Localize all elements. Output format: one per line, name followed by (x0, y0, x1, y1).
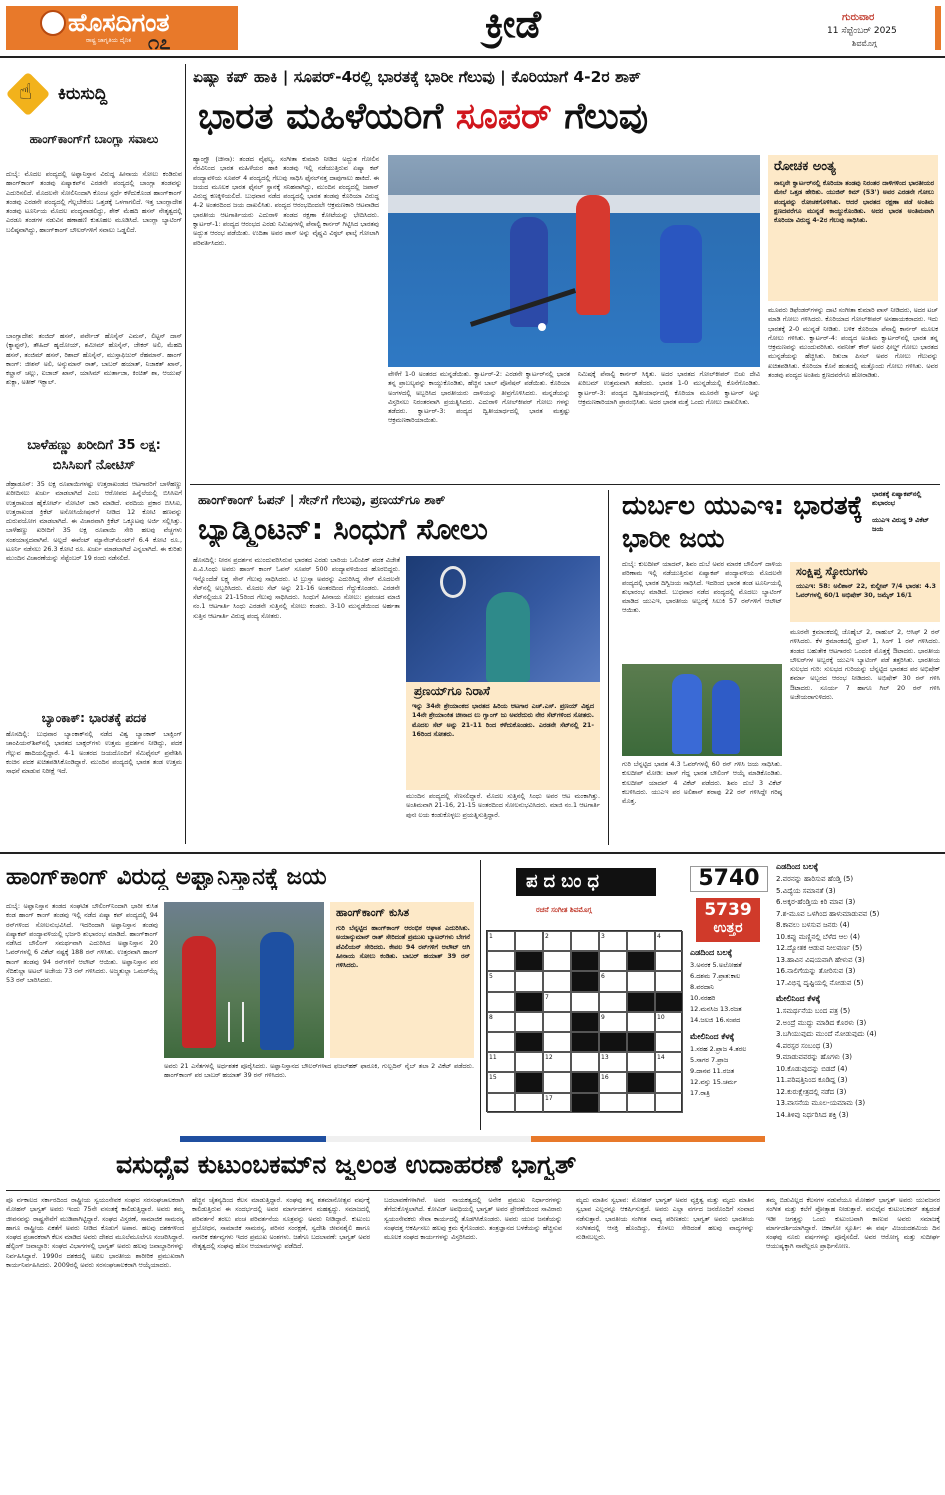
grid-block (515, 1072, 543, 1092)
clue-item: 8.ಕಾವಲು ಬಳಸುವ ಜನರು (4) (776, 921, 850, 929)
clue-item: 2.ವರನನ್ನು ಹಾರಿಸುವ ಹೆಂಡ್ತಿ (5) (776, 875, 854, 883)
lead-kicker: ಏಷ್ಯಾ ಕಪ್ ಹಾಕಿ | ಸೂಪರ್-4ರಲ್ಲಿ ಭಾರತಕ್ಕೆ ಭಾರೀ ಗೆಲುವು | ಕೊರಿಯಾಗೆ 4-2ರ ಶಾಕ್ (193, 68, 641, 86)
afghan-headline: ಹಾಂಗ್‌ಕಾಂಗ್ ವಿರುದ್ಧ ಅಫ್ಘಾನಿಸ್ತಾನಕ್ಕೆ ಜಯ (6, 864, 327, 890)
masthead-rule (0, 56, 945, 58)
lead-sidebar-headline: ರೋಚಕ ಅಂತ್ಯ (774, 159, 836, 174)
grid-cell[interactable] (599, 1012, 627, 1032)
clue-item: 12.ವಸ್ತು 15.ಚರ್ಮ (690, 1078, 737, 1086)
grid-cell[interactable] (599, 1093, 627, 1113)
clue-item: 16.ನಾಲಿಗೆಯನ್ನು ತೋರಿಸುವ (3) (776, 967, 856, 975)
grid-block (571, 1012, 599, 1032)
lead-body-mid: ವೇಳೆಗೆ 1-0 ಅಂತರದ ಮುನ್ನಡೆಯಿತು. ಕ್ವಾರ್ಟರ್-2: ಎರಡನೇ ಕ್ವಾರ್ಟರ್‌ನಲ್ಲಿ ಭಾರತ ತನ್ನ ಪ್ರಾಬಲ್ಯವನ್ನು ಕಾಯ್ದುಕೊಂಡಿತು, ಹೆಚ್ಚಿನ ಬಾಲ್ ಪೊಸೆಷನ್ ಪಡೆಯಿತು. ಕೊರಿಯಾ ಅಂಗಳದಲ್ಲಿ ಅಬ್ಬರಿಸಿದ ಭಾರತೀಯರು ದಾಳಿಯನ್ನು ತೀವ್ರಗೊಳಿಸಿದರು. ಮನ್ನಡೆಯನ್ನು ವಿಸ್ತರಿಸಲು ನಿರಂತರವಾಗಿ ಪ್ರಯತ್ನಿಸಿದರು. ಎದುರಾಳಿ ಗೋಲ್‌ಕೀಪರ್ ಗೋಲು ಗಳನ್ನು ತಡೆದರು. ಕ್ವಾರ್ಟರ್-3: ಪಂದ್ಯದ ದ್ವಿತೀಯಾರ್ಧದಲ್ಲಿ ಭಾರತ ಮತ್ತಷ್ಟು ಆಕ್ರಮಣಕಾರಿಯಾಯಿತು. (388, 370, 570, 425)
clue-item: 7.ಶ-ಮೂವ ಒಳಗಿಂದ ಹಾಳುಮಾಡುವವ (5) (776, 909, 880, 918)
grid-block (571, 951, 599, 971)
grid-cell[interactable] (487, 1032, 515, 1052)
bhagwat-rule (6, 1190, 940, 1191)
clue-item: 8.ವರದಾನಿ (690, 983, 714, 991)
uae-headline: ದುರ್ಬಲ ಯುಎಇ: ಭಾರತಕ್ಕೆ ಭಾರೀ ಜಯ (622, 491, 863, 554)
grid-cell[interactable] (599, 1072, 627, 1092)
clue-item: 12.ಮನಸಿಜ 13.ರಜತ (690, 1005, 742, 1013)
brief-3-body: ಹೊಸದಿಲ್ಲಿ: ಬುಧವಾರ ಬ್ಯಾಂಕಾಕ್‌ನಲ್ಲಿ ನಡೆದ ವಿಶ್ವ ಬ್ಯಾಂಕಾಕ್ ಬಾಕ್ಸಿಂಗ್ ಚಾಂಪಿಯನ್‌ಶಿಪ್‌ನಲ್ಲಿ ಭಾರತದ ಬಾಕ್ಸರ್‌ಗಳು ಉತ್ತಮ ಪ್ರದರ್ಶನ ನೀಡಿದ್ದು, ಪದಕ ಗೆಲ್ಲುವ ಹಾದಿಯಲ್ಲಿದ್ದಾರೆ. 4-1 ಅಂತರದ ಜಯದೊಂದಿಗೆ ಸೆಮಿಫೈನಲ್ ಪ್ರವೇಶಿಸಿ ಕಂಚಿನ ಪದಕ ಖಚಿತಪಡಿಸಿಕೊಂಡಿದ್ದಾರೆ. ಮುಂದಿನ ಪಂದ್ಯದಲ್ಲಿ ಭಾರತ ತಂಡ ಉತ್ತಮ ಸಾಧನೆ ಮಾಡುವ ನಿರೀಕ್ಷೆ ಇದೆ. (6, 730, 182, 776)
bhagwat-col2: ಹೆಚ್ಚಿನ ಚೈತನ್ಯದಿಂದ ಕೆಲಸ ಮಾಡುತ್ತಿದ್ದಾರೆ. ಸಂಘವು ತನ್ನ ಶತಮಾನೋತ್ಸವ ವರ್ಷಕ್ಕೆ ಕಾಲಿಡುತ್ತಿರುವ ಈ ಸಂದರ್ಭದಲ್ಲಿ ಅವರ ಮಾರ್ಗದರ್ಶನ ಮಹತ್ವದ್ದು. ಸಮಾಜದಲ್ಲಿ ಪರಿವರ್ತನೆ ತರಲು ಪಂಚ ಪರಿವರ್ತನೆಯ ಸೂತ್ರವನ್ನು ಅವರು ನೀಡಿದ್ದಾರೆ. ಕುಟುಂಬ ಪ್ರಬೋಧನ, ಸಾಮಾಜಿಕ ಸಾಮರಸ್ಯ, ಪರಿಸರ ಸಂರಕ್ಷಣೆ, ಸ್ವದೇಶಿ ಜೀವನಶೈಲಿ ಹಾಗೂ ನಾಗರಿಕ ಕರ್ತವ್ಯಗಳು ಇದರ ಪ್ರಮುಖ ಅಂಶಗಳು. ಜತೆಗೂ ಬದಲಾವಣೆ: ಭಾಗ್ವತ್ ಅವರ ನೇತೃತ್ವದಲ್ಲಿ ಸಂಘವು ಹೊಸ ಆಯಾಮಗಳನ್ನು ಪಡೆದಿದೆ. (192, 1196, 370, 1251)
grid-cell[interactable] (655, 951, 683, 971)
grid-cell[interactable] (487, 931, 515, 951)
grid-number: 2 (545, 933, 549, 940)
uae-tag-1: ಭಾರತಕ್ಕೆ ಏಷ್ಯಾಕಪ್‌ನಲ್ಲಿ ಶುಭಾರಂಭ (872, 490, 922, 507)
grid-cell[interactable] (487, 1072, 515, 1092)
grid-cell[interactable] (543, 1072, 571, 1092)
grid-number: 16 (601, 1074, 609, 1082)
grid-cell[interactable] (543, 1012, 571, 1032)
bhagwat-headline: ವಸುಧೈವ ಕುಟುಂಬಕಮ್‌ನ ಜ್ವಲಂತ ಉದಾಹರಣೆ ಭಾಗ್ವತ್ (116, 1150, 577, 1179)
masthead-day: ಗುರುವಾರ (842, 12, 875, 23)
grid-cell[interactable] (599, 951, 627, 971)
pranoy-box-headline: ಪ್ರಣಯ್‌ಗೂ ನಿರಾಸೆ (414, 684, 490, 698)
upper-bottom-rule (0, 852, 945, 854)
badminton-divider (608, 490, 609, 845)
lead-headline-b: ಸೂಪರ್ (455, 96, 552, 137)
lead-headline-c: ಗೆಲುವು (564, 96, 649, 137)
kirusuddi-column (6, 64, 182, 844)
grid-cell[interactable] (543, 971, 571, 991)
grid-block (627, 992, 655, 1012)
bhagwat-col1: ಪೂ ರ್ವಕಾಲದ ಸರ್ಕಾರದಿಂದ ರಾಷ್ಟ್ರೀಯ ಸ್ವಯಂಸೇವಕ ಸಂಘದ ಸರಸಂಘಚಾಲಕರಾಗಿ ಮೋಹನ್ ಭಾಗ್ವತ್ ಅವರು ಇಂದು 75ನೇ ವಸಂತಕ್ಕೆ ಕಾಲಿಡುತ್ತಿದ್ದಾರೆ. ಅವರು ತಮ್ಮ ಜೀವನವನ್ನು ರಾಷ್ಟ್ರಸೇವೆಗೆ ಮುಡಿಪಾಗಿಟ್ಟಿದ್ದಾರೆ. ಸಂಘದ ವಿಸ್ತರಣೆ, ಸಾಮಾಜಿಕ ಸಾಮರಸ್ಯ ಹಾಗೂ ರಾಷ್ಟ್ರೀಯ ಏಕತೆಗೆ ಅವರು ನೀಡಿದ ಕೊಡುಗೆ ಅಪಾರ. ಹಲವು ದಶಕಗಳಿಂದ ಸಂಘದ ಪ್ರಚಾರಕರಾಗಿ ಕೆಲಸ ಮಾಡಿದ ಅವರು ದೇಶದ ಮೂಲೆಮೂಲೆಗೂ ಸಂಚರಿಸಿದ್ದಾರೆ. ಹೆಲ್ಪಿಂಗ್ ಜವಾಬ್ದಾರಿ: ಸಂಘದ ವಿಭಾಗಗಳಲ್ಲಿ ಭಾಗ್ವತ್ ಅವರು ಹಲವು ಜವಾಬ್ದಾರಿಗಳನ್ನು ನಿರ್ವಹಿಸಿದ್ದಾರೆ. 1990ರ ದಶಕದಲ್ಲಿ ಅಖಿಲ ಭಾರತೀಯ ಶಾರೀರಿಕ ಪ್ರಮುಖರಾಗಿ ಕಾರ್ಯನಿರ್ವಹಿಸಿದರು. 2009ರಲ್ಲಿ ಅವರು ಸರಸಂಘಚಾಲಕರಾಗಿ ಆಯ್ಕೆಯಾದರು. (6, 1196, 184, 1270)
brief-2-body: ಡೆಹ್ರಾಡೂನ್: 35 ಲಕ್ಷ ರೂಪಾಯಿಗಳಷ್ಟು ಉತ್ತರಾಖಂಡದ ಆಟಗಾರರಿಗೆ ಬಾಳೆಹಣ್ಣು ಖರೀದಿಸಲು ಖರ್ಚು ಮಾಡಲಾಗಿದೆ ಎಂಬ ಆರೋಪದ ಹಿನ್ನೆಲೆಯಲ್ಲಿ ಬಿಸಿಸಿಐಗೆ ಉತ್ತರಾಖಂಡ ಹೈಕೋರ್ಟ್ ನೋಟಿಸ್ ಜಾರಿ ಮಾಡಿದೆ. ವರದಿಯ ಪ್ರಕಾರ ಬಿಸಿಸಿಐ, ಉತ್ತರಾಖಂಡ ಕ್ರಿಕೆಟ್ ಅಸೋಸಿಯೇಷನ್‌ಗೆ ನೀಡಿದ 12 ಕೋಟಿ ಹಣವನ್ನು ದುರುಪಯೋಗ ಮಾಡಲಾಗಿದೆ. ಈ ವಿಚಾರವಾಗಿ ಕ್ರಿಕೆಟ್ ಒಕ್ಕೂಟವು ಅರ್ಜಿ ಸಲ್ಲಿಸಿತ್ತು. ಬಾಳೆಹಣ್ಣು ಖರೀದಿಗೆ 35 ಲಕ್ಷ ರೂಪಾಯಿ ಸೇರಿ ಹಲವು ವೆಚ್ಚಗಳು ಸಂಶಯಾಸ್ಪದವಾಗಿವೆ. ಅಲ್ಲದೆ ಈವೆಂಟ್ ಮ್ಯಾನೇಜ್‌ಮೆಂಟ್‌ಗೆ 6.4 ಕೋಟಿ ರೂ., ಟೂರ್ನಿ ನಡೆಸಲು 26.3 ಕೋಟಿ ರೂ. ಖರ್ಚು ಮಾಡಲಾಗಿದೆ ಎನ್ನಲಾಗಿದೆ. ಈ ಕುರಿತು ಮುಂದಿನ ವಿಚಾರಣೆಯನ್ನು ಸೆಪ್ಟೆಂಬರ್ 19 ರಂದು ನಡೆಸಲಿದೆ. (6, 480, 182, 563)
uae-body-right: ಮೂರನೇ ಕ್ರಮಾಂಕದಲ್ಲಿ ಜೊಹೈಬ್ 2, ರಾಹುಲ್ 2, ಆಸಿಫ್ 2 ರನ್ ಗಳಿಸಿದರು. ಕೆಳ ಕ್ರಮಾಂಕದಲ್ಲಿ ಧ್ರುವ್ 1, ಸಿಂಗ್ 1 ರನ್ ಗಳಿಸಿದರು. ತಂಡದ ಬಹುತೇಕ ಆಟಗಾರರು ಒಂದಂಕಿ ಮೊತ್ತಕ್ಕೆ ಔಟಾದರು. ಭಾರತೀಯ ಬೌಲರ್‌ಗಳ ಅಬ್ಬರಕ್ಕೆ ಯುಎಇ ಬ್ಯಾಟಿಂಗ್ ಪಡೆ ತತ್ತರಿಸಿತು. ಭಾರತೀಯ ಸುಲಭದ ಗುರಿ: ಸುಲಭದ ಗುರಿಯನ್ನು ಬೆನ್ನಟ್ಟಿದ ಭಾರತದ ಪರ ಅಭಿಷೇಕ್ ಶರ್ಮಾ ಅಬ್ಬರದ ಆರಂಭ ನೀಡಿದರು. ಅಭಿಷೇಕ್ 30 ರನ್ ಗಳಿಸಿ ಔಟಾದರು. ಸೂರ್ಯ 7 ಹಾಗೂ ಗಿಲ್ 20 ರನ್ ಗಳಿಸಿ ಅಜೇಯರಾಗುಳಿದರು. (790, 628, 940, 702)
grid-cell[interactable] (655, 1072, 683, 1092)
uae-tags (872, 490, 940, 534)
grid-cell[interactable] (627, 931, 655, 951)
grid-cell[interactable] (599, 971, 627, 991)
clue-item: 14.ತಿಳಿವು ನಿರ್ಧರಿಸಿದ ಶಕ್ತಿ (3) (776, 1110, 849, 1119)
grid-number: 7 (545, 993, 549, 1001)
clues-down-list (776, 1006, 940, 1121)
clue-item: 10.ನರಹರಿ (690, 994, 716, 1002)
grid-block (515, 951, 543, 971)
grid-cell[interactable] (515, 971, 543, 991)
clue-item: 5.ಸಾಗರ 7.ಪ್ರಾಜ (690, 1056, 729, 1064)
crossword-grid[interactable] (486, 930, 682, 1112)
afghan-body-right: ಅವರು 21 ಎಸೆತಗಳಲ್ಲಿ ಅರ್ಧಶತಕ ಪೂರೈಸಿದರು. ಅಫ್ಘಾನಿಸ್ತಾನದ ಬೌಲರ್‌ಗಳಾದ ಫಜಲ್‌ಹಕ್ ಫಾರೂಕಿ, ಗುಲ್ಬದಿನ್ ನೈಬ್ ತಲಾ 2 ವಿಕೆಟ್ ಪಡೆದರು. ಹಾಂಗ್‌ಕಾಂಗ್ ಪರ ಬಾಬರ್ ಹಯಾತ್ 39 ರನ್ ಗಳಿಸಿದರು. (164, 1062, 474, 1080)
grid-cell[interactable] (655, 1052, 683, 1072)
page-number: ೧೭ (148, 30, 171, 54)
bhagwat-col4: ಮೃದು ಮಾತಿನ ಸ್ವಭಾವ: ಮೋಹನ್ ಭಾಗ್ವತ್ ಅವರ ವ್ಯಕ್ತಿತ್ವ ಮತ್ತು ಮೃದು ಮಾತಿನ ಸ್ವಭಾವ ಎಲ್ಲರನ್ನೂ ಆಕರ್ಷಿಸುತ್ತದೆ. ಅವರು ಎಲ್ಲಾ ವರ್ಗದ ಜನರೊಂದಿಗೆ ಸಂವಾದ ನಡೆಸುತ್ತಾರೆ. ಭಾರತೀಯ ಸಂಗೀತ ವಾದ್ಯ ಪರಿಣತರು: ಭಾಗ್ವತ್ ಅವರು ಭಾರತೀಯ ಸಂಗೀತದಲ್ಲಿ ಆಸಕ್ತಿ ಹೊಂದಿದ್ದು, ಕೊಳಲು ಸೇರಿದಂತೆ ಹಲವು ವಾದ್ಯಗಳನ್ನು ನುಡಿಸಬಲ್ಲರು. (576, 1196, 754, 1242)
answer-across-list (690, 960, 772, 1026)
clue-item: 13.ಹಾವಿನ ವಿಷಯವಾಗಿ ಹೇಳುವ (3) (776, 955, 865, 964)
grid-cell[interactable] (543, 1052, 571, 1072)
clue-item: 12.ಕುರುಕ್ಷೇತ್ರದಲ್ಲಿ ನಡೆದ (3) (776, 1087, 847, 1096)
afghan-divider (480, 860, 481, 1130)
clue-item: 14.ಜಲಜಿ 16.ಸಂಪದ (690, 1016, 741, 1024)
batter-blue (260, 932, 294, 1050)
badminton-body-left: ಹೊಸದಿಲ್ಲಿ: ನೀರಸ ಪ್ರದರ್ಶನ ಮುಂದುವರಿಸಿರುವ ಭಾರತದ ಎರಡು ಬಾರಿಯ ಒಲಿಂಪಿಕ್ ಪದಕ ವಿಜೇತೆ ಪಿ.ವಿ.ಸಿಂಧು ಅವರು ಹಾಂಗ್ ಕಾಂಗ್ ಓಪನ್ ಸೂಪರ್ 500 ಪಂದ್ಯಾವಳಿಯಿಂದ ಹೊರಬಿದ್ದರು. ಇನ್ನೊಂದೆಡೆ ಲಕ್ಷ್ಯ ಸೇನ್ ಗೆಲುವು ಸಾಧಿಸಿದರು. ಟಿ ಬ್ರುಸ್ಸಾ ಅವರನ್ನು ಎದುರಿಸಿದ್ದ ಸೇನ್ ಮೊದಲನೇ ಸೆಟ್‌ನಲ್ಲಿ ಅಬ್ಬರಿಸಿದರು. ಮೊದಲ ಸೆಟ್ ಅನ್ನು 21-16 ಅಂತರದಿಂದ ಗೆದ್ದುಕೊಂಡರು. ಎರಡನೇ ಸೆಟ್‌ನಲ್ಲಿಯೂ 21-15ರಿಂದ ಗೆಲುವು ಸಾಧಿಸಿದರು. ಸಿಂಧುಗೆ ಹೀನಾಯ ಸೋಲು: ಪ್ರಪಂಚದ ಮಾಜಿ ನಂ.1 ಆಟಗಾರ್ತಿ ಸಿಂಧು ಎರಡನೇ ಸುತ್ತಿನಲ್ಲಿ ಸೋಲು ಕಂಡರು. 3-10 ಮುನ್ನಡೆಯಿಂದ ಅರ್ಹತಾ ಸುತ್ತಿನ ಆಟಗಾರ್ತಿ ವಿರುದ್ಧ ಪಂದ್ಯ ಸೋತರು. (193, 556, 400, 620)
grid-cell[interactable] (515, 1052, 543, 1072)
hockey-ball (538, 323, 546, 331)
grid-cell[interactable] (571, 992, 599, 1012)
grid-number: 6 (601, 973, 605, 981)
grid-number: 10 (657, 1013, 665, 1021)
lead-sidebar-body: ನಾಲ್ಕನೇ ಕ್ವಾರ್ಟರ್‌ನಲ್ಲಿ ಕೊರಿಯಾ ತಂಡವು ನಿರಂತರ ದಾಳಿಗಳಿಂದ ಭಾರತೀಯರ ಮೇಲೆ ಒತ್ತಡ ಹೇರಿತು. ಯುಜಿನ್ ಕಿಮ್ (53') ಅವರ ಎರಡನೇ ಗೋಲು ಪಂದ್ಯವನ್ನು ರೋಚಕಗೊಳಿಸಿತು. ಆದರೆ ಭಾರತದ ರಕ್ಷಣಾ ಪಡೆ ಅಂತಿಮ ಕ್ಷಣದವರೆಗೂ ಮುನ್ನಡೆ ಕಾಯ್ದುಕೊಂಡಿತು. ಅದರ ಭಾರತ ಅಂತಿಮವಾಗಿ ಕೊರಿಯಾ ವಿರುದ್ಧ 4-2ರ ಗೆಲುವು ಸಾಧಿಸಿತು. (774, 179, 934, 225)
hk-box-body: ಗುರಿ ಬೆನ್ನಟ್ಟಿದ ಹಾಂಗ್‌ಕಾಂಗ್ ಆರಂಭಿಕ ಆಘಾತ ಎದುರಿಸಿತು. ಅಯಾನ್ಶುಮಾನ್ ರಾತ್ ಸೇರಿದಂತೆ ಪ್ರಮುಖ ಬ್ಯಾಟರ್‌ಗಳು ಬೇಗನೆ ಪೆವಿಲಿಯನ್ ಸೇರಿದರು. ಕೇವಲ 94 ರನ್‌ಗಳಿಗೆ ಆಲೌಟ್ ಆಗಿ ಹೀನಾಯ ಸೋಲು ಕಂಡಿತು. ಬಾಬರ್ ಹಯಾತ್ 39 ರನ್ ಗಳಿಸಿದರು. (336, 924, 470, 970)
clue-item: 9.ಮಾಡುವವರನ್ನು ಹೊಗಳು (3) (776, 1053, 853, 1061)
grid-cell[interactable] (571, 1052, 599, 1072)
clue-item: 12.ದ್ಯೋತಕ ಆಡುವ ನೀಲವರ್ಣ (5) (776, 944, 863, 952)
grid-block (515, 1032, 543, 1052)
uae-body-left: ದುಬೈ: ಕುಲದೀಪ್ ಯಾದವ್, ಶಿವಂ ದುಬೆ ಅವರ ಮಾರಕ ಬೌಲಿಂಗ್ ದಾಳಿಯ ಪರಿಣಾಮ ಇಲ್ಲಿ ನಡೆಯುತ್ತಿರುವ ಏಷ್ಯಾಕಪ್ ಪಂದ್ಯಾವಳಿಯ ಮೊದಲನೇ ಪಂದ್ಯದಲ್ಲಿ ಭಾರತ ದಿಗ್ವಿಜಯ ಸಾಧಿಸಿದೆ. ಇದರಿಂದ ಭಾರತ ತಂಡ ಟೂರ್ನಿಯಲ್ಲಿ ಶುಭಾರಂಭ ಮಾಡಿದೆ. ಬುಧವಾರ ನಡೆದ ಪಂದ್ಯದಲ್ಲಿ ಮೊದಲು ಬ್ಯಾಟಿಂಗ್ ಮಾಡಿದ ಯುಎಇ, ಭಾರತೀಯ ಅಬ್ಬರಕ್ಕೆ ಸಿಲುಕಿ 57 ರನ್‌ಗಳಿಗೆ ಆಲೌಟ್ ಆಯಿತು. (622, 560, 782, 615)
grid-number: 17 (545, 1094, 553, 1102)
grid-block (627, 951, 655, 971)
crossword-byline: ರಚನೆ ಸಂಗೀತ ಶಿವಮೊಗ್ಗ (536, 906, 592, 914)
afghan-body: ದುಬೈ: ಅಫ್ಘಾನಿಸ್ತಾನ ತಂಡದ ಸಂಘಟಿತ ಬೌಲಿಂಗ್‌ನಿಂದಾಗಿ ಭಾರೀ ಕುಸಿತ ಕಂಡ ಹಾಂಗ್ ಕಾಂಗ್ ತಂಡವು ಇಲ್ಲಿ ನಡೆದ ಏಷ್ಯಾ ಕಪ್ ಪಂದ್ಯದಲ್ಲಿ 94 ರನ್‌ಗಳಿಂದ ಸೋಲನುಭವಿಸಿದೆ. ಇದರಿಂದಾಗಿ ಅಫ್ಘಾನಿಸ್ತಾನ ತಂಡವು ಏಷ್ಯಾಕಪ್ ಪಂದ್ಯಾವಳಿಯಲ್ಲಿ ಭರ್ಜರಿ ಶುಭಾರಂಭ ಮಾಡಿದೆ. ಹಾಂಗ್‌ಕಾಂಗ್ ನಡೆಸಿದ ಬೌಲಿಂಗ್ ಸಮರ್ಥವಾಗಿ ಎದುರಿಸಿದ ಅಫ್ಘಾನಿಸ್ತಾನ 20 ಓವರ್‌ಗಳಲ್ಲಿ 6 ವಿಕೆಟ್ ನಷ್ಟಕ್ಕೆ 188 ರನ್ ಗಳಿಸಿತು. ಉತ್ತರವಾಗಿ ಹಾಂಗ್ ಕಾಂಗ್ ತಂಡವು 94 ರನ್‌ಗಳಿಗೆ ಆಲೌಟ್ ಆಯಿತು. ಅಫ್ಘಾನಿಸ್ತಾನ ಪರ ಸೆದಿಕುಲ್ಲಾ ಅಟಲ್ ಅಜೇಯ 73 ರನ್ ಗಳಿಸಿದರು. ಅಜ್ಮತುಲ್ಲಾ ಒಮರ್‌ಝೈ 53 ರನ್ ಬಾರಿಸಿದರು. (6, 902, 158, 985)
grid-number: 1 (489, 933, 493, 940)
hockey-stand (388, 195, 760, 213)
grid-number: 5 (489, 973, 493, 981)
grid-block (571, 1072, 599, 1092)
grid-cell[interactable] (487, 1052, 515, 1072)
uae-body-left2: ಗುರಿ ಬೆನ್ನಟ್ಟಿದ ಭಾರತ 4.3 ಓವರ್‌ಗಳಲ್ಲಿ 60 ರನ್ ಗಳಿಸಿ ಜಯ ಸಾಧಿಸಿತು. ಕುಲದೀಪ್ ಮೋಡಿ: ಟಾಸ್ ಗೆದ್ದ ಭಾರತ ಬೌಲಿಂಗ್ ಆಯ್ಕೆ ಮಾಡಿಕೊಂಡಿತು. ಕುಲದೀಪ್ ಯಾದವ್ 4 ವಿಕೆಟ್ ಪಡೆದರು. ಶಿವಂ ದುಬೆ 3 ವಿಕೆಟ್ ಕಬಳಿಸಿದರು. ಯುಎಇ ಪರ ಅಲಿಶಾನ್ ಶರಾಫು 22 ರನ್ ಗಳಿಸಿದ್ದೇ ಗರಿಷ್ಠ ಮೊತ್ತ. (622, 760, 782, 806)
grid-number: 3 (601, 933, 605, 940)
brief-1-headline: ಹಾಂಗ್‌ಕಾಂಗ್‌ಗೆ ಬಾಂಗ್ಲಾ ಸವಾಲು (29, 132, 159, 146)
masthead-edge-bar (935, 6, 941, 50)
grid-cell[interactable] (487, 951, 515, 971)
clue-item: 2.ಅಂದ್ರೆ ಮುದ್ದು ಮಾಡಿದ ಕೊರಳು (3) (776, 1018, 867, 1027)
grid-cell[interactable] (543, 1093, 571, 1113)
crossword-title (516, 868, 656, 896)
shuttle-player (486, 592, 530, 682)
logo-emblem (40, 10, 66, 36)
masthead (0, 0, 945, 56)
badminton-body-right: ಮುಂದಿನ ಪಂದ್ಯದಲ್ಲಿ ಸೆಣಸಲಿದ್ದಾರೆ. ಮೊದಲ ಸುತ್ತಿನಲ್ಲಿ ಸಿಂಧು ಅವರ ಆಟ ಮಂಕಾಗಿತ್ತು. ಅಂತಿಮವಾಗಿ 21-16, 21-15 ಅಂತರದಿಂದ ಸೋಲನುಭವಿಸಿದರು. ಮಾಜಿ ನಂ.1 ಆಟಗಾರ್ತಿ ಪುನಃ ಲಯ ಕಂಡುಕೊಳ್ಳಲು ಪ್ರಯತ್ನಿಸುತ್ತಿದ್ದಾರೆ. (406, 792, 600, 819)
uae-scorebox (790, 562, 940, 622)
hk-collapse-box (330, 902, 474, 1058)
lead-headline (198, 96, 938, 138)
answer-down-head: ಮೇಲಿನಿಂದ ಕೆಳಕ್ಕೆ (690, 1032, 735, 1041)
bhagwat-col3: ಬದಲಾವಣೆಗಳಾಗಿವೆ. ಅವರ ನಾಯಕತ್ವದಲ್ಲಿ ಅನೇಕ ಪ್ರಮುಖ ನಿರ್ಧಾರಗಳನ್ನು ತೆಗೆದುಕೊಳ್ಳಲಾಗಿದೆ. ಕೋವಿಡ್ ಅವಧಿಯಲ್ಲಿ ಭಾಗ್ವತ್ ಅವರ ಪ್ರೇರಣೆಯಿಂದ ಸಾವಿರಾರು ಸ್ವಯಂಸೇವಕರು ಸೇವಾ ಕಾರ್ಯದಲ್ಲಿ ತೊಡಗಿಸಿಕೊಂಡರು. ಅವರು ಯುವ ಜನತೆಯನ್ನು ಸಂಘದತ್ತ ಆಕರ್ಷಿಸಲು ಹಲವು ಕ್ರಮ ಕೈಗೊಂಡರು. ತಂತ್ರಜ್ಞಾನದ ಬಳಕೆಯನ್ನು ಹೆಚ್ಚಿಸುವ ಮೂಲಕ ಸಂಘದ ಕಾರ್ಯಗಳನ್ನು ವಿಸ್ತರಿಸಿದರು. (384, 1196, 562, 1242)
grid-cell[interactable] (655, 1032, 683, 1052)
grid-number: 8 (489, 1013, 493, 1021)
player-blue-2 (660, 225, 702, 343)
clues-down-head: ಮೇಲಿನಿಂದ ಕೆಳಕ್ಕೆ (776, 994, 821, 1003)
grid-block (627, 1072, 655, 1092)
grid-number: 13 (601, 1054, 609, 1062)
grid-cell[interactable] (655, 971, 683, 991)
grid-cell[interactable] (515, 931, 543, 951)
masthead-date: 11 ಸೆಪ್ಟೆಂಬರ್ 2025 (827, 26, 897, 36)
stumps (228, 1002, 244, 1042)
brief-3-headline: ಬ್ಯಾಂಕಾಕ್: ಭಾರತಕ್ಕೆ ಪದಕ (41, 711, 147, 725)
brief-1-teams: ಬಾಂಗ್ಲಾದೇಶ: ತಂಜಿದ್ ಹಸನ್, ಪರ್ವೇಜ್ ಹೊಸೈನ್ ಎಮನ್, ಲಿಟ್ಟನ್ ದಾಸ್ (ಕ್ಯಾಪ್ಟನ್), ತೌಹಿದ್ ಹೃದೋಯ್, ಶಮೀಮ್ ಹೊಸೈನ್, ಜೇಕರ್ ಅಲಿ, ಮೆಹದಿ ಹಸನ್, ತಂಜಿಮ್ ಹಸನ್, ರಿಶಾದ್ ಹೊಸೈನ್, ಮುಸ್ತಾಫಿಜುರ್ ರೆಹಮಾನ್. ಹಾಂಗ್ ಕಾಂಗ್: ಜೀಶನ್ ಅಲಿ, ಅನ್ಶುಮಾನ್ ರಾತ್, ಬಾಬರ್ ಹಯಾತ್, ನಿಜಾಕತ್ ಖಾನ್, ಕಲ್ಹಾನ್ ಚಲ್ಲು, ಐಜಾಜ್ ಖಾನ್, ಯಾಸಿಮ್ ಮುರ್ತಾಜಾ, ಕಿಂಚಿತ್ ಶಾ, ಆಯುಷ್ ಶುಕ್ಲಾ, ಅತೀಕ್ ಇಕ್ಬಾಲ್. (6, 332, 182, 387)
cricketer-1 (672, 674, 702, 754)
clue-item: 13.ವಾಸನೆಯ ಮೂಲ-ಯಮಾಮ (3) (776, 1099, 866, 1107)
clue-item: 1.ಸಮರ್ಥನೆಯ ಬಂದ ಪತ್ರ (5) (776, 1007, 851, 1015)
afghan-photo (164, 902, 324, 1058)
kirusuddi-label: ಕಿರುಸುದ್ದಿ (58, 84, 108, 104)
hockey-photo (388, 155, 760, 367)
grid-cell[interactable] (655, 1093, 683, 1113)
lead-sidebar (768, 155, 938, 301)
grid-cell[interactable] (627, 971, 655, 991)
clues-across-head: ಎಡದಿಂದ ಬಲಕ್ಕೆ (776, 862, 819, 871)
uae-tag-2: ಯುಎಇ ವಿರುದ್ಧ 9 ವಿಕೆಟ್ ಜಯ (872, 516, 929, 533)
brief-2-headline: ಬಾಳೆಹಣ್ಣು ಖರೀದಿಗೆ 35 ಲಕ್ಷ: ಬಿಸಿಸಿಐಗೆ ನೋಟಿಸ್ (27, 438, 161, 473)
bhagwat-col5: ತಮ್ಮ ಬಿಡುವಿಲ್ಲದ ಕೆಲಸಗಳ ನಡುವೆಯೂ ಮೋಹನ್ ಭಾಗ್ವತ್ ಅವರು ಯುವಜನರ ಸಂಗೀತ ಮತ್ತು ಕಲೆಗೆ ಪ್ರೋತ್ಸಾಹ ನೀಡುತ್ತಾರೆ. ವಸುಧೈವ ಕುಟುಂಬಕಮ್ ತತ್ವದಂತೆ ಇಡೀ ಜಗತ್ತನ್ನು ಒಂದು ಕುಟುಂಬವಾಗಿ ಕಾಣುವ ಅವರು ಸಮಾಜಕ್ಕೆ ಮಾರ್ಗದರ್ಶಿಯಾಗಿದ್ದಾರೆ. ಚಿಕಾಗೋ ಸ್ಫೂರ್ತಿ: ಈ ವರ್ಷ ವಿಜಯದಶಮಿಯ ದಿನ ಸಂಘವು ನೂರು ವರ್ಷಗಳನ್ನು ಪೂರೈಸಲಿದೆ. ಅವರ ಆರೋಗ್ಯ ಮತ್ತು ಸುದೀರ್ಘ ಆಯುಷ್ಯಕ್ಕಾಗಿ ನಾವೆಲ್ಲರೂ ಪ್ರಾರ್ಥಿಸೋಣ. (766, 1196, 940, 1251)
crossword-title-text: ಪದಬಂಧ (526, 871, 605, 892)
grid-block (515, 992, 543, 1012)
grid-cell[interactable] (543, 951, 571, 971)
grid-number: 4 (657, 933, 661, 940)
logo-block (6, 6, 238, 50)
grid-cell[interactable] (515, 1093, 543, 1113)
player-red (576, 195, 610, 315)
grid-cell[interactable] (487, 992, 515, 1012)
clue-item: 6.ದಶಮ 7.ಪ್ರಾತ:ಕಾಲ (690, 972, 741, 980)
crossword-number: 5740 (690, 866, 768, 892)
clue-item: 3.ಬಗಿಯುವುದು ಮುಂದೆ ನೋಡುವುದು (4) (776, 1030, 877, 1038)
grid-block (571, 1093, 599, 1113)
answer-label: ಉತ್ತರ (713, 920, 743, 936)
grid-block (571, 1032, 599, 1052)
grid-cell[interactable] (571, 931, 599, 951)
logo-text: ಹೊಸದಿಗಂತ (68, 8, 170, 37)
badminton-headline: ಬ್ಯಾಡ್ಮಿಂಟನ್: ಸಿಂಧುಗೆ ಸೋಲು (198, 512, 488, 546)
grid-cell[interactable] (655, 1012, 683, 1032)
grid-cell[interactable] (543, 1032, 571, 1052)
grid-cell[interactable] (543, 992, 571, 1012)
grid-cell[interactable] (599, 1052, 627, 1072)
grid-block (627, 1032, 655, 1052)
kirusuddi-divider (185, 64, 186, 844)
cricketer-2 (712, 680, 740, 754)
masthead-city: ಶಿವಮೊಗ್ಗ (852, 39, 877, 48)
lead-bottom-rule (190, 484, 940, 485)
clue-item: 17.ವಿಭಿನ್ನ ದೃಷ್ಟಿಯಲ್ಲಿ ನೋಡುವ (5) (776, 978, 864, 987)
bhagwat-colorbar (180, 1136, 765, 1142)
grid-cell[interactable] (655, 931, 683, 951)
grid-number: 9 (601, 1013, 605, 1021)
hand-glyph: ☝ (19, 80, 33, 105)
grid-cell[interactable] (487, 1093, 515, 1113)
clue-item: 3.ಅನರಕ 5.ಅಲೋಹತೆ (690, 961, 742, 969)
grid-block (599, 1032, 627, 1052)
grid-cell[interactable] (515, 1012, 543, 1032)
clue-item: 9.ದಾನವ 11.ರಜತ (690, 1067, 735, 1075)
kirusuddi-badge (6, 72, 176, 116)
pranoy-box (406, 682, 600, 790)
grid-cell[interactable] (599, 992, 627, 1012)
clue-item: 4.ಪರಸ್ಪರ ಸಂಬಂಧ (3) (776, 1041, 833, 1050)
brief-1-body: ದುಬೈ: ಮೊದಲ ಪಂದ್ಯದಲ್ಲಿ ಅಫ್ಘಾನಿಸ್ತಾನ ವಿರುದ್ಧ ಹೀನಾಯ ಸೋಲು ಕಂಡಿರುವ ಹಾಂಗ್‌ಕಾಂಗ್ ತಂಡವು ಏಷ್ಯಾಕಪ್‌ನ ಎರಡನೇ ಪಂದ್ಯದಲ್ಲಿ ಬಾಂಗ್ಲಾ ತಂಡವನ್ನು ಎದುರಿಸಲಿದೆ. ಮೊದಲನೇ ಸೋಲಿನಿಂದಾಗಿ ಕೊಂಚ ಸ್ಪರ್ಧೆ ಕಳೆದುಕೊಂಡ ಹಾಂಗ್‌ಕಾಂಗ್ ತಂಡವು ಎರಡನೇ ಪಂದ್ಯದಲ್ಲಿ ಗೆಲ್ಲಬೇಕೆಂಬ ಒತ್ತಡಕ್ಕೆ ಒಳಗಾಗಲಿದೆ. ಇತ್ತ ಬಾಂಗ್ಲಾದೇಶ ತಂಡವು ಟೂರ್ನಿಯ ಮೊದಲ ಪಂದ್ಯವಾಡಲಿದ್ದು, ಶೇಕ್ ಮೆಹದಿ ಹಸನ್ ನೇತೃತ್ವದಲ್ಲಿ ಎರಡೂ ತಂಡಗಳ ನಡುವಿನ ಹಣಾಹಣಿ ಕುತೂಹಲ ಮೂಡಿಸಿದೆ. ಬಾಂಗ್ಲಾ ಬ್ಯಾಟಿಂಗ್ ಬಲಿಷ್ಠವಾಗಿದ್ದು, ಹಾಂಗ್‌ಕಾಂಗ್ ಬೌಲರ್‌ಗಳಿಗೆ ಸವಾಲು ಒಡ್ಡಲಿದೆ. (6, 170, 182, 234)
answer-box (696, 898, 760, 942)
answer-down-list (690, 1044, 772, 1099)
badminton-kicker: ಹಾಂಗ್‌ಕಾಂಗ್ ಓಪನ್ | ಸೇನ್‌ಗೆ ಗೆಲುವು, ಪ್ರಣಯ್‌ಗೂ ಶಾಕ್ (198, 492, 446, 507)
clue-item: 10.ಕಪ್ಪು ಮಣ್ಣಿನಲ್ಲಿ ಬೆಳೆದ ಆಲ (4) (776, 932, 860, 941)
clue-item: 10.ಕೊಡುವುದನ್ನು ಬಿಡದೆ (4) (776, 1064, 848, 1073)
grid-number: 15 (489, 1074, 497, 1082)
grid-cell[interactable] (543, 931, 571, 951)
section-title: ಕ್ರೀಡೆ (485, 2, 542, 46)
answer-across-head: ಎಡದಿಂದ ಬಲಕ್ಕೆ (690, 948, 733, 957)
grid-number: 11 (489, 1054, 497, 1062)
uae-score-body: ಯುಎಇ: 58: ಅಲಿಶಾನ್ 22, ಕುಲ್ದೀಪ್ 7/4 ಭಾರತ: 4.3 ಓವರ್‌ಗಳಲ್ಲಿ 60/1 ಅಭಿಷೇಕ್ 30, ಜಮೈಕ್ 16/1 (796, 582, 936, 600)
grid-block (571, 971, 599, 991)
clue-item: 17.ರಾತ್ರಿ (690, 1089, 710, 1097)
clue-item: 1.ಸರಹ 2.ಪ್ರಾಜ 4.ತರಲ (690, 1045, 747, 1053)
clue-item: 5.ವಿದ್ಯೆಯ ಸಮಾನತೆ (3) (776, 886, 836, 895)
grid-number: 12 (545, 1054, 553, 1062)
uae-score-headline: ಸಂಕ್ಷಿಪ್ತ ಸ್ಕೋರುಗಳು (796, 565, 868, 578)
lead-body-col4: ಮೂವರು ಡಿಫೆಂಡರ್‌ಗಳನ್ನು ದಾಟಿ ಸಂಗೀತಾ ಕುಮಾರಿ ಪಾಸ್ ನೀಡಿದರು, ಅದರ ಟಚ್ ಮಾಡಿ ಗೋಲು ಗಳಿಸಿದರು. ಕೊರಿಯಾದ ಗೋಲ್‌ಕೀಪರ್ ಅಸಹಾಯಕರಾದರು. ಇದು ಭಾರತಕ್ಕೆ 2-0 ಮುನ್ನಡೆ ನೀಡಿತು. ಬಳಿಕ ಕೊರಿಯಾ ಪೆನಾಲ್ಟಿ ಕಾರ್ನರ್ ಮೂಲಕ ಗೋಲು ಗಳಿಸಿತು. ಕ್ವಾರ್ಟರ್-4: ಪಂದ್ಯದ ಅಂತಿಮ ಕ್ವಾರ್ಟರ್‌ನಲ್ಲಿ ಭಾರತ ತನ್ನ ಆಕ್ರಮಣವನ್ನು ಮುಂದುವರಿಸಿತು. ನವನೀತ್ ಕೌರ್ ಅವರ ಫೀಲ್ಡ್ ಗೋಲು ಭಾರತದ ಮುನ್ನಡೆಯನ್ನು ಹೆಚ್ಚಿಸಿತು. ರಿತುಜಾ ಪಿಸಲ್ ಅವರ ಗೋಲು ಗೆಲುವನ್ನು ಖಚಿತಪಡಿಸಿತು. ಕೊರಿಯಾ ಕೊನೆ ಹಂತದಲ್ಲಿ ಮತ್ತೊಂದು ಗೋಲು ಗಳಿಸಿತು. ಅವರ ತಂಡವು ಪಂದ್ಯದ ಅಂತಿಮ ಕ್ಷಣದವರೆಗೂ ಹೋರಾಡಿತು. (768, 306, 938, 380)
clues-across-list (776, 874, 940, 989)
logo-tagline: ರಾಷ್ಟ್ರ ಜಾಗೃತಿಯ ದೈನಿಕ (86, 37, 132, 44)
grid-cell[interactable] (599, 931, 627, 951)
cricket-photo (622, 664, 782, 756)
answer-number: 5739 (704, 900, 752, 920)
pranoy-box-body: ಇನ್ನು 34ನೇ ಶ್ರೇಯಾಂಕದ ಭಾರತದ ಹಿರಿಯ ಆಟಗಾರ ಎಚ್.ಎಸ್. ಪ್ರಣಯ್ ವಿಶ್ವದ 14ನೇ ಶ್ರೇಯಾಂಕಿತ ಚೀನಾದ ಲು ಗ್ವಾಂಗ್ ಜು ಅವರೆದುರು ನೇರ ಸೆಟ್‌ಗಳಿಂದ ಸೋತರು. ಮೊದಲ ಸೆಟ್ ಅನ್ನು 21-11 ರಿಂದ ಕಳೆದುಕೊಂಡರು. ಎರಡನೇ ಸೆಟ್‌ನಲ್ಲಿ 21-16ರಿಂದ ಸೋತರು. (412, 702, 594, 738)
grid-cell[interactable] (487, 1012, 515, 1032)
grid-cell[interactable] (627, 1093, 655, 1113)
grid-cell[interactable] (627, 1012, 655, 1032)
lead-headline-a: ಭಾರತ ಮಹಿಳೆಯರಿಗೆ (198, 96, 444, 137)
lead-body-right: ನಿಮಿಷಕ್ಕೆ ಪೆನಾಲ್ಟಿ ಕಾರ್ನರ್ ಸಿಕ್ಕಿತು. ಅದರ ಭಾರತದ ಗೋಲ್‌ಕೀಪರ್ ಬಿಚು ದೇವಿ ಖರಿಬಮ್ ಉತ್ತಮವಾಗಿ ತಡೆದರು. ಭಾರತ 1-0 ಮುನ್ನಡೆಯಲ್ಲಿ ಕೊನೆಗೊಂಡಿತು. ಕ್ವಾರ್ಟರ್-3: ಪಂದ್ಯದ ದ್ವಿತೀಯಾರ್ಧದಲ್ಲಿ ಕೊರಿಯಾ ಮೂರನೇ ಕ್ವಾರ್ಟರ್ ಅನ್ನು ಆಕ್ರಮಣಕಾರಿಯಾಗಿ ಪ್ರಾರಂಭಿಸಿತು. ಅದರ ಭಾರತ ಮತ್ತೆ ಒಂದು ಗೋಲು ದಾಖಲಿಸಿತು. (578, 370, 760, 406)
lead-body-left: ಹ್ಯಾಂಗ್ಝೌ (ಚೀನಾ): ತಂಡದ ವೈಫಲ್ಯ, ಸಂಗೀತಾ ಕುಮಾರಿ ನೀಡಿದ ಅದ್ಭುತ ಗೋಲಿನ ನೆರವಿನಿಂದ ಭಾರತ ಮಹಿಳೆಯರ ಹಾಕಿ ತಂಡವು ಇಲ್ಲಿ ನಡೆಯುತ್ತಿರುವ ಏಷ್ಯಾ ಕಪ್ ಪಂದ್ಯಾವಳಿಯ ಸೂಪರ್ 4 ಪಂದ್ಯದಲ್ಲಿ ಗೆಲುವು ಸಾಧಿಸಿ ಫೈನಲ್‌ನತ್ತ ದಾಪುಗಾಲು ಹಾಕಿದೆ. ಈ ಜಯದ ಮೂಲಕ ಭಾರತ ಫೈನಲ್ ಸ್ಥಾನಕ್ಕೆ ಸನಿಹವಾಗಿದ್ದು, ಮುಂದಿನ ಪಂದ್ಯದಲ್ಲಿ ಜಪಾನ್ ವಿರುದ್ಧ ಕಣಕ್ಕಿಳಿಯಲಿದೆ. ಬುಧವಾರ ನಡೆದ ಪಂದ್ಯದಲ್ಲಿ ಭಾರತ ತಂಡವು ಕೊರಿಯಾ ವಿರುದ್ಧ 4-2 ಅಂತರದಿಂದ ಜಯ ದಾಖಲಿಸಿತು. ಪಂದ್ಯದ ಆರಂಭದಿಂದಲೇ ಆಕ್ರಮಣಕಾರಿ ಆಟವಾಡಿದ ಭಾರತೀಯ ಆಟಗಾರ್ತಿಯರು ಎದುರಾಳಿ ತಂಡದ ರಕ್ಷಣಾ ಕೋಟೆಯನ್ನು ಭೇದಿಸಿದರು. ಕ್ವಾರ್ಟರ್-1: ಪಂದ್ಯದ ಆರಂಭದ ಎರಡು ನಿಮಿಷಗಳಲ್ಲಿ ಪೆನಾಲ್ಟಿ ಕಾರ್ನರ್ ಗಿಟ್ಟಿಸಿದ ಭಾರತವು ಅದ್ಭುತ ಆರಂಭ ಪಡೆಯಿತು. ಉದಿತಾ ಅವರ ಪಾಸ್ ಅನ್ನು ವೈಷ್ಣವಿ ವಿಠ್ಠಲ್ ಫಾಲ್ಕೆ ಗೋಲಾಗಿ ಪರಿವರ್ತಿಸಿದರು. (193, 155, 379, 247)
batter-red (182, 936, 216, 1048)
racket-icon (440, 566, 466, 598)
hk-box-headline: ಹಾಂಗ್‌ಕಾಂಗ್ ಕುಸಿತ (336, 906, 410, 919)
clue-item: 6.ಅಕ್ಕರ-ಹೆಂಡ್ತಿಯ ಕಿರಿ ಮಾವ (3) (776, 898, 856, 906)
grid-block (655, 992, 683, 1012)
grid-number: 14 (657, 1054, 665, 1062)
badminton-photo (406, 556, 600, 682)
grid-cell[interactable] (487, 971, 515, 991)
grid-cell[interactable] (627, 1052, 655, 1072)
clue-item: 11.ಪರಿಷತ್ತಿನಿಂದ ಕೂಡಿದ್ದ (3) (776, 1076, 848, 1084)
